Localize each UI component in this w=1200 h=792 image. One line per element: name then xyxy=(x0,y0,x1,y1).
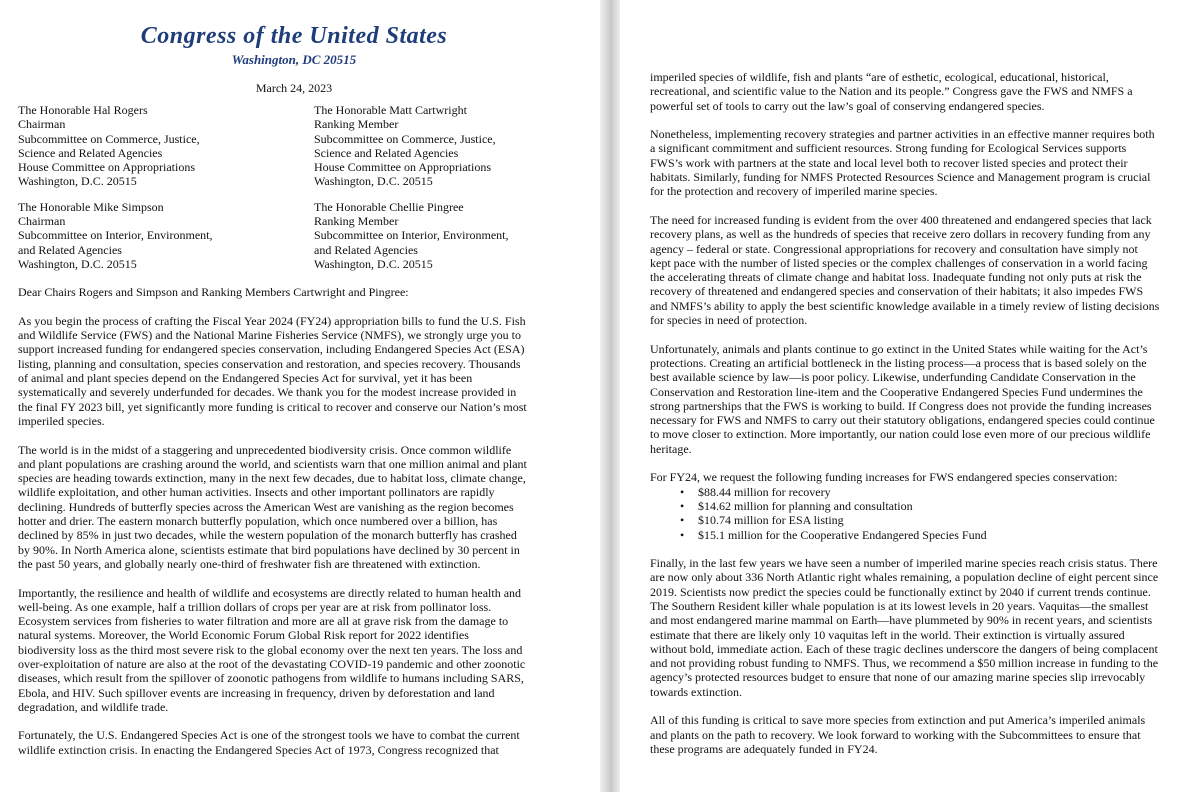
paragraph xyxy=(18,443,538,572)
funding-item: • $10.74 million for ESA listing xyxy=(680,513,1200,527)
funding-intro: For FY24, we request the following funding increases for FWS endangered species conservation: xyxy=(650,470,1118,485)
recipient-address xyxy=(18,103,314,189)
address-line: The Honorable Chellie Pingree xyxy=(314,199,464,214)
recipient-addresses xyxy=(18,103,600,271)
text-line: necessary for FWS and NMFS to carry out their statutory obligations, endangered species could continue xyxy=(650,413,1155,428)
text-line: wildlife exploitation, and other human activities. Insects and other important pollinators are rapidly xyxy=(18,485,495,500)
paragraph xyxy=(650,556,1170,699)
address-line: The Honorable Matt Cartwright xyxy=(314,103,467,117)
text-line: support increased funding for endangered species conservation, including Endangered Species Act (ESA) xyxy=(18,342,525,357)
text-line: and not providing robust funding to NMFS. Thus, we recommend a $50 million increase in funding to the xyxy=(650,656,1159,671)
text-line: systematically and severely underfunded for decades. We thank you for the modest increase provided in xyxy=(18,385,517,400)
text-line: Fortunately, the U.S. Endangered Species Act is one of the strongest tools we have to combat the current xyxy=(18,728,520,743)
address-line: Science and Related Agencies xyxy=(18,145,163,160)
text-line: The world is in the midst of a staggering and unprecedented biodiversity crisis. Once common wildlife xyxy=(18,442,512,457)
text-line: and most endangered marine mammal on Earth—have plummeted by 90% in recent years, and scientists xyxy=(650,613,1153,628)
text-line: listing, planning and consultation, species conservation and restoration, and species recovery. Thousands xyxy=(18,356,521,371)
text-line: Unfortunately, animals and plants continue to go extinct in the United States while waiting for the Act’s xyxy=(650,341,1148,356)
text-line: the accelerating threats of climate change and habitat loss. Inadequate funding not only puts at risk the xyxy=(650,270,1142,285)
text-line: The need for increased funding is evident from the over 400 threatened and endangered species that lack xyxy=(650,212,1152,227)
text-line: heritage. xyxy=(650,441,692,456)
recipient-address xyxy=(314,200,574,271)
address-line: Ranking Member xyxy=(314,117,399,132)
funding-item: • $88.44 million for recovery xyxy=(680,485,1200,499)
text-line: strong partnerships that the FWS is working to build. If Congress does not provide the funding increases xyxy=(650,398,1152,413)
address-line: Chairman xyxy=(18,214,66,229)
paragraph xyxy=(18,728,538,757)
text-line: best available science by law—is poor policy. Likewise, underfunding Candidate Conservation in the xyxy=(650,370,1136,385)
text-line: All of this funding is critical to save more species from extinction and put America’s imperiled animals xyxy=(650,713,1146,728)
address-line: House Committee on Appropriations xyxy=(314,160,491,175)
body-left xyxy=(18,314,538,757)
text-line: and plant populations are crashing around the world, and scientists warn that one million animal and plant xyxy=(18,456,527,471)
text-line: a significant commitment and sufficient resources. Strong funding for Ecological Services supports xyxy=(650,141,1127,156)
text-line: protections. Creating an artificial bottleneck in the listing process—a process that is based solely on the xyxy=(650,355,1147,370)
address-line: Washington, D.C. 20515 xyxy=(18,174,137,189)
text-line: recreational, and scientific value to the Nation and its people.” Congress gave the FWS and NMFS a xyxy=(650,84,1133,99)
letterhead xyxy=(18,22,600,68)
address-line: and Related Agencies xyxy=(314,242,418,257)
body-right-a xyxy=(650,70,1170,456)
text-line: Finally, in the last few years we have seen a number of imperiled marine species reach crisis status. There xyxy=(650,556,1158,571)
text-line: Nonetheless, implementing recovery strategies and partner activities in an effective manner requires both xyxy=(650,127,1155,142)
address-line: and Related Agencies xyxy=(18,242,122,257)
paragraph xyxy=(650,70,1170,113)
paragraph xyxy=(650,713,1170,756)
text-line: diseases, which result from the spillover of zoonotic pathogens from wildlife to humans including SARS, xyxy=(18,671,524,686)
text-line: habitats. Similarly, funding for NMFS Protected Resources Science and Management program is crucial xyxy=(650,170,1151,185)
recipient-address xyxy=(18,200,314,271)
text-line: powerful set of tools to carry out the law’s goal of conserving endangered species. xyxy=(650,98,1045,113)
letter-date: March 24, 2023 xyxy=(255,81,333,95)
page-gutter xyxy=(600,0,620,792)
text-line: these programs are adequately funded in FY24. xyxy=(650,741,878,756)
text-line: degradation, and wildlife trade. xyxy=(18,699,169,714)
paragraph xyxy=(18,586,538,715)
address-line: Subcommittee on Interior, Environment, xyxy=(314,228,509,243)
address-line: House Committee on Appropriations xyxy=(18,160,195,175)
text-line: without bold, immediate action. Each of these tragic declines underscore the dangers of being complacent xyxy=(650,641,1158,656)
text-line: by 90%. In North America alone, scientists estimate that bird populations have declined by 30 percent in xyxy=(18,542,520,557)
text-line: over-exploitation of nature are also at the root of the devastating COVID-19 pandemic and other zoonotic xyxy=(18,656,526,671)
funding-item: • $14.62 million for planning and consultation xyxy=(680,499,1200,513)
text-line: Conservation and Restoration line-item and the Cooperative Endangered Species Fund undermines the xyxy=(650,384,1143,399)
address-line: Science and Related Agencies xyxy=(314,145,459,160)
paragraph xyxy=(650,213,1170,327)
salutation: Dear Chairs Rogers and Simpson and Ranking Members Cartwright and Pingree: xyxy=(18,285,409,300)
text-line: towards extinction. xyxy=(650,684,742,699)
letterhead-title: Congress of the United States xyxy=(140,23,448,49)
text-line: hotter and drier. The eastern monarch butterfly population, which once numbered over a billion, has xyxy=(18,514,498,529)
recipient-address xyxy=(314,103,574,189)
address-line: Washington, D.C. 20515 xyxy=(314,256,433,271)
text-line: and Wildlife Service (FWS) and the National Marine Fisheries Service (NMFS), we strongly urge you to xyxy=(18,328,521,343)
text-line: agency’s protected resources budget to ensure that none of our amazing marine species slip irrevocably xyxy=(650,670,1146,685)
text-line: species are heading towards extinction, many in the next few decades, due to habitat loss, climate change, xyxy=(18,471,526,486)
text-line: wildlife extinction crisis. In enacting the Endangered Species Act of 1973, Congress recognized that xyxy=(18,742,499,757)
text-line: to move closer to extinction. More importantly, our nation could lose even more of our precious wildlife xyxy=(650,427,1151,442)
text-line: kept pace with the number of listed species or the complex challenges of conservation in a world facing xyxy=(650,255,1148,270)
paragraph xyxy=(650,127,1170,198)
text-line: imperiled species of wildlife, fish and plants “are of esthetic, ecological, educational, historical, xyxy=(650,70,1109,84)
text-line: natural systems. Moreover, the World Economic Forum Global Risk report for 2022 identifies xyxy=(18,628,469,643)
text-line: recovery of threatened and endangered species and conservation of their habitats; it also impedes FWS xyxy=(650,284,1144,299)
page-2 xyxy=(620,0,1200,792)
address-line: Washington, D.C. 20515 xyxy=(18,256,137,271)
text-line: Ebola, and HIV. Such spillover events are increasing in frequency, driven by deforestation and land xyxy=(18,685,495,700)
text-line: imperiled species. xyxy=(18,413,105,428)
paragraph xyxy=(18,314,538,428)
text-line: FWS’s work with partners at the state and local level both to recover listed species and protect their xyxy=(650,155,1128,170)
letterhead-subtitle: Washington, DC 20515 xyxy=(231,52,357,67)
address-line: The Honorable Hal Rogers xyxy=(18,103,148,117)
text-line: for species in need of protection. xyxy=(650,313,808,328)
text-line: Ecosystem services from fisheries to water filtration and more are all at grave risk from the damage to xyxy=(18,614,509,629)
funding-item: • $15.1 million for the Cooperative Endangered Species Fund xyxy=(680,528,1200,542)
text-line: As you begin the process of crafting the Fiscal Year 2024 (FY24) appropriation bills to fund the U.S. Fish xyxy=(18,313,526,328)
text-line: are now only about 336 North Atlantic right whales remaining, a population decline of eight percent since xyxy=(650,570,1159,585)
text-line: and NMFS’s ability to apply the best scientific knowledge available in a timely review of listing decisions xyxy=(650,298,1160,313)
address-line: Subcommittee on Commerce, Justice, xyxy=(314,131,496,146)
text-line: and plants on the path to recovery. We look forward to working with the Subcommittees to ensure that xyxy=(650,727,1141,742)
text-line: 2019. Scientists now predict the species could be functionally extinct by 2040 if current trends continue. xyxy=(650,584,1151,599)
text-line: Importantly, the resilience and health of wildlife and ecosystems are directly related to human health and xyxy=(18,585,522,600)
text-line: of animal and plant species depend on the Endangered Species Act for survival, yet it has been xyxy=(18,371,473,386)
text-line: declined by 85% in just two decades, while the western population of the monarch butterfly has crashed xyxy=(18,528,517,543)
funding-list xyxy=(650,485,1200,542)
address-line: Washington, D.C. 20515 xyxy=(314,174,433,189)
text-line: well-being. As one example, half a trillion dollars of crops per year are at risk from pollinator loss. xyxy=(18,599,492,614)
text-line: declining. Hundreds of butterfly species across the American West are vanishing as the region becomes xyxy=(18,499,514,514)
text-line: the past 50 years, and globally nearly one-third of freshwater fish are threatened with extinction. xyxy=(18,556,481,571)
text-line: The Southern Resident killer whale population is at its lowest levels in 20 years. Vaquitas—the smallest xyxy=(650,598,1149,613)
text-line: the final FY 2023 bill, yet significantly more funding is critical to recover and conserve our Nation’s most xyxy=(18,399,527,414)
address-line: The Honorable Mike Simpson xyxy=(18,199,164,214)
body-right-b xyxy=(650,556,1170,756)
text-line: agency – federal or state. Congressional appropriations for recovery and consultation have simply not xyxy=(650,241,1138,256)
address-line: Ranking Member xyxy=(314,214,399,229)
text-line: for the protection and recovery of imperiled marine species. xyxy=(650,184,938,199)
paragraph xyxy=(650,342,1170,456)
text-line: biodiversity loss as the third most severe risk to the global economy over the next ten years. The loss and xyxy=(18,642,523,657)
address-line: Subcommittee on Commerce, Justice, xyxy=(18,131,200,146)
address-line: Subcommittee on Interior, Environment, xyxy=(18,228,213,243)
text-line: estimate that there are likely only 10 vaquitas left in the world. Their extinction is virtually assured xyxy=(650,627,1125,642)
text-line: recovery plans, as well as the hundreds of species that receive zero dollars in recovery funding from any xyxy=(650,227,1151,242)
address-line: Chairman xyxy=(18,117,66,132)
